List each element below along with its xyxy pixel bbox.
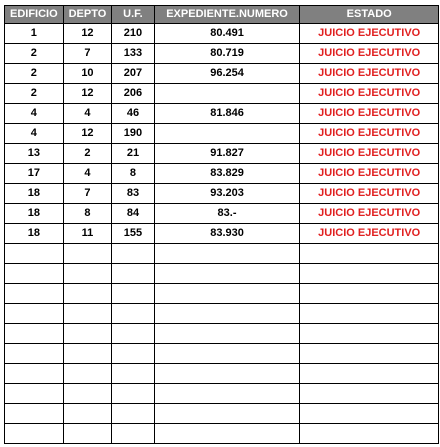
table-row xyxy=(5,164,439,184)
edificio-cell[interactable] xyxy=(5,304,64,324)
header-uf[interactable]: U.F. xyxy=(112,6,154,24)
table-row xyxy=(5,44,439,64)
expediente-cell[interactable] xyxy=(154,324,300,344)
uf-cell[interactable]: 210 xyxy=(112,24,154,44)
header-row xyxy=(5,6,439,24)
uf-cell[interactable]: 83 xyxy=(112,184,154,204)
estado-cell[interactable]: JUICIO EJECUTIVO xyxy=(300,184,439,204)
depto-cell[interactable] xyxy=(63,344,112,364)
uf-cell[interactable] xyxy=(112,364,154,384)
depto-cell[interactable]: 12 xyxy=(63,24,112,44)
depto-cell[interactable] xyxy=(63,364,112,384)
edificio-cell[interactable] xyxy=(5,384,64,404)
uf-cell[interactable]: 206 xyxy=(112,84,154,104)
uf-cell[interactable]: 84 xyxy=(112,204,154,224)
uf-cell[interactable] xyxy=(112,344,154,364)
table-row xyxy=(5,84,439,104)
table-header xyxy=(5,6,439,24)
estado-cell[interactable] xyxy=(300,244,439,264)
depto-cell[interactable]: 7 xyxy=(63,184,112,204)
uf-cell[interactable] xyxy=(112,384,154,404)
depto-cell[interactable]: 10 xyxy=(63,64,112,84)
header-expediente-numero[interactable]: EXPEDIENTE.NUMERO xyxy=(154,6,300,24)
depto-cell[interactable]: 12 xyxy=(63,124,112,144)
uf-cell[interactable]: 155 xyxy=(112,224,154,244)
estado-cell[interactable] xyxy=(300,284,439,304)
depto-cell[interactable] xyxy=(63,284,112,304)
depto-cell[interactable] xyxy=(63,424,112,444)
depto-cell[interactable]: 12 xyxy=(63,84,112,104)
expediente-cell[interactable] xyxy=(154,364,300,384)
edificio-cell[interactable]: 4 xyxy=(5,124,64,144)
depto-cell[interactable]: 4 xyxy=(63,164,112,184)
header-estado[interactable]: ESTADO xyxy=(300,6,439,24)
table-row xyxy=(5,104,439,124)
expediente-cell[interactable]: 80.719 xyxy=(154,44,300,64)
depto-cell[interactable] xyxy=(63,324,112,344)
estado-cell[interactable]: JUICIO EJECUTIVO xyxy=(300,204,439,224)
estado-cell[interactable] xyxy=(300,344,439,364)
estado-cell[interactable] xyxy=(300,324,439,344)
depto-cell[interactable] xyxy=(63,384,112,404)
edificio-cell[interactable]: 2 xyxy=(5,64,64,84)
estado-cell[interactable] xyxy=(300,264,439,284)
expediente-cell[interactable] xyxy=(154,84,300,104)
edificio-cell[interactable]: 2 xyxy=(5,44,64,64)
expediente-cell[interactable]: 83.- xyxy=(154,204,300,224)
depto-cell[interactable]: 11 xyxy=(63,224,112,244)
expediente-cell[interactable] xyxy=(154,124,300,144)
table-body xyxy=(5,24,439,444)
table-row xyxy=(5,184,439,204)
edificio-cell[interactable]: 17 xyxy=(5,164,64,184)
table-row xyxy=(5,384,439,404)
estado-cell[interactable]: JUICIO EJECUTIVO xyxy=(300,44,439,64)
header-depto[interactable]: DEPTO xyxy=(63,6,112,24)
edificio-cell[interactable] xyxy=(5,324,64,344)
estado-cell[interactable]: JUICIO EJECUTIVO xyxy=(300,84,439,104)
table-row xyxy=(5,364,439,384)
uf-cell[interactable]: 8 xyxy=(112,164,154,184)
uf-cell[interactable]: 190 xyxy=(112,124,154,144)
edificio-cell[interactable] xyxy=(5,244,64,264)
depto-cell[interactable] xyxy=(63,404,112,424)
depto-cell[interactable]: 4 xyxy=(63,104,112,124)
estado-cell[interactable] xyxy=(300,304,439,324)
expediente-cell[interactable] xyxy=(154,384,300,404)
expediente-cell[interactable] xyxy=(154,304,300,324)
edificio-cell[interactable]: 18 xyxy=(5,184,64,204)
edificio-cell[interactable] xyxy=(5,284,64,304)
depto-cell[interactable] xyxy=(63,244,112,264)
uf-cell[interactable] xyxy=(112,284,154,304)
uf-cell[interactable]: 21 xyxy=(112,144,154,164)
table-row xyxy=(5,144,439,164)
estado-cell[interactable]: JUICIO EJECUTIVO xyxy=(300,124,439,144)
estado-cell[interactable] xyxy=(300,364,439,384)
estado-cell[interactable]: JUICIO EJECUTIVO xyxy=(300,144,439,164)
table-row xyxy=(5,424,439,444)
expediente-cell[interactable] xyxy=(154,284,300,304)
expediente-cell[interactable]: 80.491 xyxy=(154,24,300,44)
expediente-cell[interactable] xyxy=(154,244,300,264)
spreadsheet-table xyxy=(4,5,439,444)
uf-cell[interactable]: 207 xyxy=(112,64,154,84)
uf-cell[interactable] xyxy=(112,404,154,424)
edificio-cell[interactable]: 1 xyxy=(5,24,64,44)
edificio-cell[interactable]: 13 xyxy=(5,144,64,164)
uf-cell[interactable]: 46 xyxy=(112,104,154,124)
edificio-cell[interactable] xyxy=(5,264,64,284)
depto-cell[interactable] xyxy=(63,304,112,324)
edificio-cell[interactable] xyxy=(5,424,64,444)
depto-cell[interactable]: 7 xyxy=(63,44,112,64)
estado-cell[interactable]: JUICIO EJECUTIVO xyxy=(300,64,439,84)
expediente-cell[interactable]: 93.203 xyxy=(154,184,300,204)
edificio-cell[interactable] xyxy=(5,364,64,384)
edificio-cell[interactable]: 18 xyxy=(5,204,64,224)
estado-cell[interactable]: JUICIO EJECUTIVO xyxy=(300,24,439,44)
table-row xyxy=(5,224,439,244)
table-row xyxy=(5,404,439,424)
uf-cell[interactable] xyxy=(112,264,154,284)
uf-cell[interactable] xyxy=(112,244,154,264)
estado-cell[interactable] xyxy=(300,384,439,404)
estado-cell[interactable]: JUICIO EJECUTIVO xyxy=(300,224,439,244)
edificio-cell[interactable] xyxy=(5,344,64,364)
expediente-cell[interactable]: 81.846 xyxy=(154,104,300,124)
depto-cell[interactable]: 8 xyxy=(63,204,112,224)
edificio-cell[interactable]: 4 xyxy=(5,104,64,124)
table-row xyxy=(5,304,439,324)
depto-cell[interactable]: 2 xyxy=(63,144,112,164)
edificio-cell[interactable]: 2 xyxy=(5,84,64,104)
uf-cell[interactable] xyxy=(112,424,154,444)
table-row xyxy=(5,344,439,364)
estado-cell[interactable]: JUICIO EJECUTIVO xyxy=(300,164,439,184)
estado-cell[interactable] xyxy=(300,404,439,424)
expediente-cell[interactable]: 83.930 xyxy=(154,224,300,244)
expediente-cell[interactable]: 96.254 xyxy=(154,64,300,84)
expediente-cell[interactable] xyxy=(154,404,300,424)
expediente-cell[interactable] xyxy=(154,264,300,284)
expediente-cell[interactable]: 91.827 xyxy=(154,144,300,164)
uf-cell[interactable] xyxy=(112,324,154,344)
expediente-cell[interactable]: 83.829 xyxy=(154,164,300,184)
table-row xyxy=(5,264,439,284)
edificio-cell[interactable] xyxy=(5,404,64,424)
uf-cell[interactable]: 133 xyxy=(112,44,154,64)
uf-cell[interactable] xyxy=(112,304,154,324)
table-row xyxy=(5,64,439,84)
table-row xyxy=(5,24,439,44)
table-row xyxy=(5,244,439,264)
expediente-cell[interactable] xyxy=(154,344,300,364)
table-row xyxy=(5,284,439,304)
table-row xyxy=(5,124,439,144)
table-row xyxy=(5,204,439,224)
estado-cell[interactable] xyxy=(300,424,439,444)
expediente-cell[interactable] xyxy=(154,424,300,444)
table-row xyxy=(5,324,439,344)
depto-cell[interactable] xyxy=(63,264,112,284)
edificio-cell[interactable]: 18 xyxy=(5,224,64,244)
header-edificio[interactable]: EDIFICIO xyxy=(5,6,64,24)
estado-cell[interactable]: JUICIO EJECUTIVO xyxy=(300,104,439,124)
